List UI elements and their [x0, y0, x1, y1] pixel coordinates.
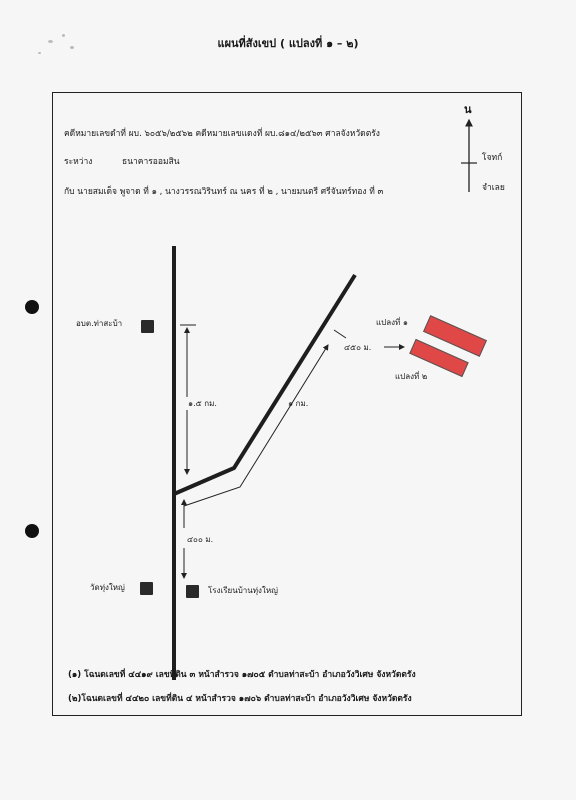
deed-line-2: (๒)โฉนดเลขที่ ๔๔๒๐ เลขที่ดิน ๔ หน้าสำรวจ ๑๗๐๖ ตำบลท่าสะบ้า อำเภอวังวิเศษ จังหวัดตรัง — [68, 694, 412, 704]
distance-branch-label: ๑ กม. — [288, 399, 309, 408]
defendants-line: กับ นายสมเด็จ พูจาด ที่ ๑ , นางวรรณวิรินทร์ ณ นคร ที่ ๒ , นายมนตรี ศรีจันทร์ทอง ที่ ๓ — [64, 187, 384, 197]
distance-plot-label: ๔๕๐ ม. — [344, 343, 372, 352]
school-marker — [186, 585, 199, 598]
plot-1-label: แปลงที่ ๑ — [376, 318, 408, 327]
between-label: ระหว่าง — [64, 157, 93, 167]
case-number-line: คดีหมายเลขดำที่ ผบ. ๖๐๕๖/๒๕๖๒ คดีหมายเลขแดงที่ ผบ.๘๑๔/๒๕๖๓ ศาลจังหวัดตรัง — [64, 129, 380, 139]
temple-marker — [140, 582, 153, 595]
plot-2-label: แปลงที่ ๒ — [395, 372, 428, 381]
sao-office-label: อบต.ท่าสะบ้า — [76, 319, 123, 328]
route-end-tick — [334, 330, 346, 338]
distance-bottom-label: ๔๐๐ ม. — [187, 535, 214, 544]
page-title: แผนที่สังเขป ( แปลงที่ ๑ – ๒) — [217, 37, 359, 50]
distance-main-label: ๑.๕ กม. — [188, 399, 217, 408]
plaintiff-name: ธนาคารออมสิน — [122, 157, 180, 167]
branch-road — [174, 275, 355, 494]
sao-office-marker — [141, 320, 154, 333]
plaintiff-label: โจทก์ — [482, 153, 503, 163]
defendant-label: จำเลย — [482, 183, 505, 193]
deed-line-1: (๑) โฉนดเลขที่ ๔๔๑๙ เลขที่ดิน ๓ หน้าสำรวจ ๑๗๐๕ ตำบลท่าสะบ้า อำเภอวังวิเศษ จังหวัดตรัง — [68, 670, 416, 680]
temple-label: วัดทุ่งใหญ่ — [90, 583, 125, 592]
north-label: น — [464, 103, 472, 116]
school-label: โรงเรียนบ้านทุ่งใหญ่ — [208, 586, 278, 595]
